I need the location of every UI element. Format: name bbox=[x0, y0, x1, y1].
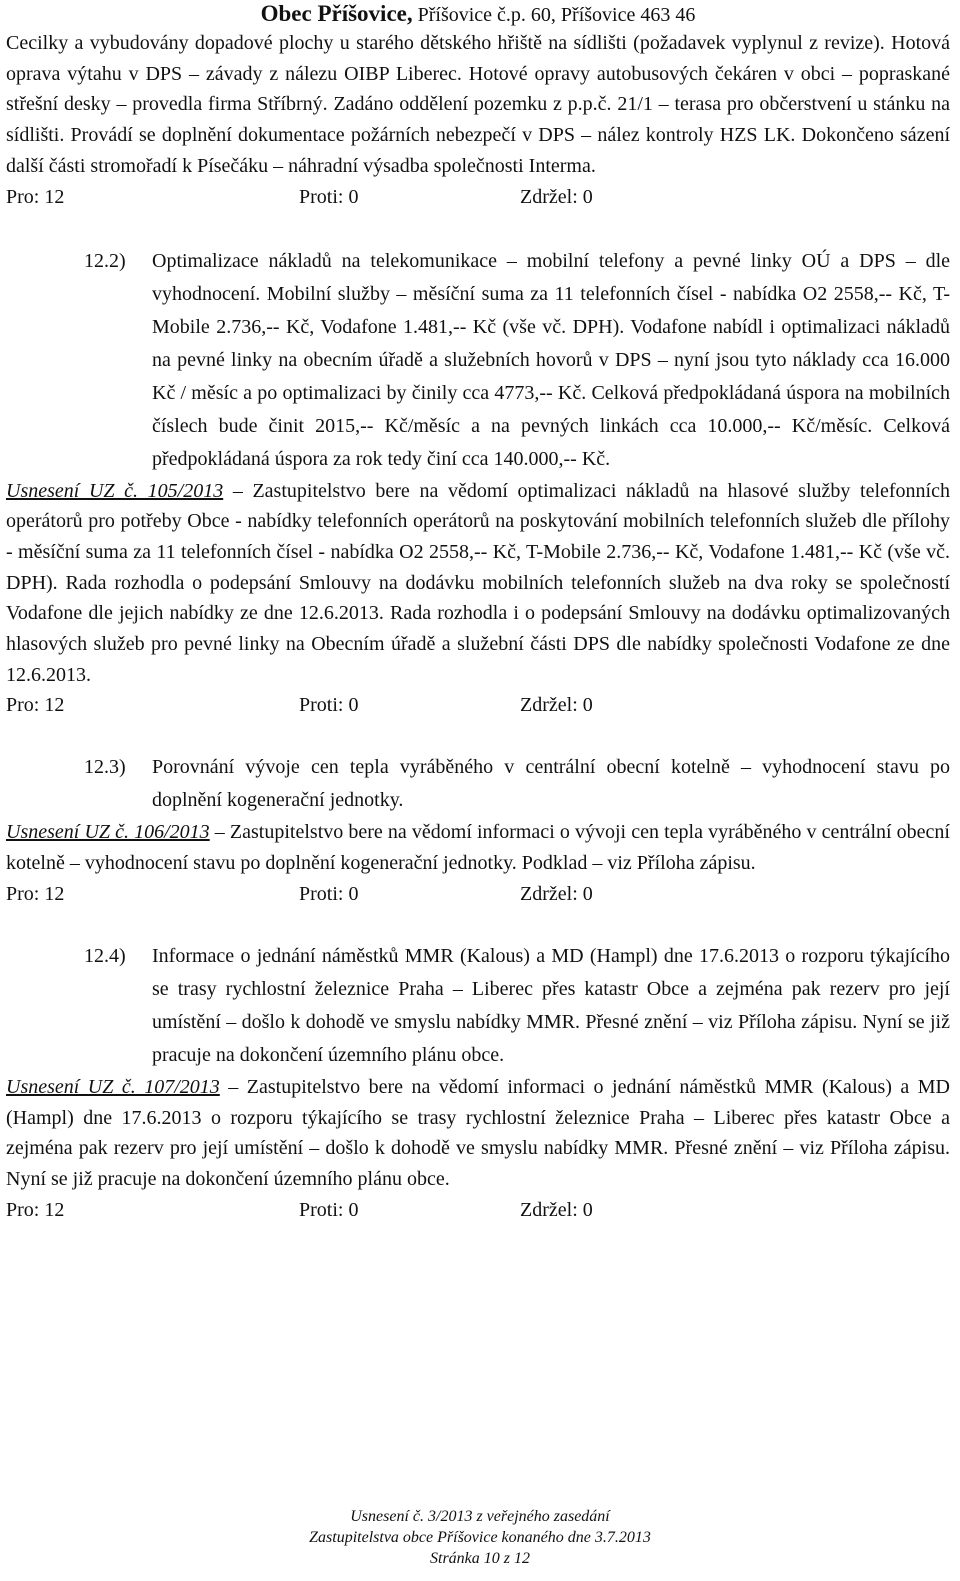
document-page bbox=[6, 0, 950, 1225]
footer-line-2: Zastupitelstva obce Příšovice konaného dne 3.7.2013 bbox=[309, 1529, 651, 1546]
resolution-paragraph bbox=[6, 1072, 950, 1195]
page-header bbox=[6, 0, 950, 28]
item-number: 12.3) bbox=[84, 756, 126, 779]
resolution-paragraph bbox=[6, 817, 950, 878]
vote-pro: Pro: 12 bbox=[6, 1198, 65, 1221]
item-number: 12.4) bbox=[84, 944, 126, 967]
footer-page-number: Stránka 10 z 12 bbox=[430, 1550, 530, 1567]
vote-pro: Pro: 12 bbox=[6, 694, 65, 717]
vote-pro: Pro: 12 bbox=[6, 882, 65, 905]
page-footer bbox=[0, 1506, 960, 1569]
vote-zdrzel: Zdržel: 0 bbox=[520, 694, 593, 717]
vote-proti: Proti: 0 bbox=[299, 694, 359, 717]
item-text: Optimalizace nákladů na telekomunikace – mobilní telefony a pevné linky OÚ a DPS – dle vyhodnocení. Mobilní služby – měsíční suma za 11 telefonních čísel - nabídka O2 2558,-- Kč, T-Mobile 2.736,-- Kč, Vodafone 1.481,-- Kč (vše vč. DPH). Vodafone nabídl i optimalizaci nákladů na pevné linky na obecním úřadě a služebních hovorů v DPS – nyní jsou tyto náklady cca 16.000 Kč / měsíc a po optimalizaci by činily cca 4773,-- Kč. Celková předpokládaná úspora na mobilních číslech bude činit 2015,-- Kč/měsíc a na pevných linkách cca 10.000,-- Kč/měsíc. Celková předpokládaná úspora za rok tedy činí cca 140.000,-- Kč. bbox=[152, 249, 950, 470]
resolution-ref: Usnesení UZ č. 105/2013 bbox=[6, 479, 224, 502]
vote-proti: Proti: 0 bbox=[299, 882, 359, 905]
header-title: Obec Příšovice, bbox=[260, 1, 413, 26]
header-address: Příšovice č.p. 60, Příšovice 463 46 bbox=[417, 4, 696, 26]
item-text: Informace o jednání náměstků MMR (Kalous) a MD (Hampl) dne 17.6.2013 o rozporu týkajícího se trasy rychlostní železnice Praha – Liberec přes katastr Obce a zejména pak rezerv pro její umístění – došlo k dohodě ve smyslu nabídky MMR. Přesné znění – viz Příloha zápisu. Nyní se již pracuje na dokončení územního plánu obce. bbox=[152, 944, 950, 1066]
item-text: Porovnání vývoje cen tepla vyráběného v centrální obecní kotelně – vyhodnocení stavu po doplnění kogenerační jednotky. bbox=[152, 756, 950, 812]
item-number: 12.2) bbox=[84, 249, 126, 272]
vote-proti: Proti: 0 bbox=[299, 185, 359, 208]
vote-line bbox=[6, 1195, 950, 1225]
resolution-text: – Zastupitelstvo bere na vědomí optimalizaci nákladů na hlasové služby telefonních operátorů pro potřeby Obce - nabídky telefonních operátorů na poskytování mobilních telefonních služeb dle přílohy - měsíční suma za 11 telefonních čísel - nabídka O2 2558,-- Kč, T-Mobile 2.736,-- Kč, Vodafone 1.481,-- Kč (vše vč. DPH). Rada rozhodla o podepsání Smlouvy na dodávku mobilních telefonních služeb na dva roky se společností Vodafone dle jejich nabídky ze dne 12.6.2013. Rada rozhodla i o podepsání Smlouvy na dodávku optimalizovaných hlasových služeb pro pevné linky na Obecním úřadě a služební části DPS dle nabídky společnosti Vodafone ze dne 12.6.2013. bbox=[6, 479, 950, 686]
vote-line bbox=[6, 690, 950, 720]
resolution-ref: Usnesení UZ č. 107/2013 bbox=[6, 1075, 220, 1098]
vote-proti: Proti: 0 bbox=[299, 1198, 359, 1221]
agenda-item-12-3 bbox=[6, 751, 950, 817]
resolution-ref: Usnesení UZ č. 106/2013 bbox=[6, 821, 210, 844]
resolution-text: – Zastupitelstvo bere na vědomí informaci o vývoji cen tepla vyráběného v centrální obecní kotelně – vyhodnocení stavu po doplnění kogenerační jednotky. Podklad – viz Příloha zápisu. bbox=[6, 821, 950, 875]
vote-line bbox=[6, 879, 950, 909]
agenda-item-12-2 bbox=[6, 245, 950, 476]
vote-line bbox=[6, 182, 950, 212]
resolution-paragraph bbox=[6, 476, 950, 691]
footer-line-1: Usnesení č. 3/2013 z veřejného zasedání bbox=[350, 1508, 610, 1525]
vote-zdrzel: Zdržel: 0 bbox=[520, 882, 593, 905]
intro-paragraph: Cecilky a vybudovány dopadové plochy u starého dětského hřiště na sídlišti (požadavek vyplynul z revize). Hotová oprava výtahu v DPS – závady z nálezu OIBP Liberec. Hotové opravy autobusových čekáren v obci – popraskané střešní desky – provedla firma Stříbrný. Zadáno oddělení pozemku z p.p.č. 21/1 – terasa pro občerstvení u stánku na sídlišti. Provádí se doplnění dokumentace požárních nebezpečí v DPS – nález kontroly HZS LK. Dokončeno sázení další části stromořadí k Písečáku – náhradní výsadba společnosti Interma. bbox=[6, 32, 950, 177]
resolution-text: – Zastupitelstvo bere na vědomí informaci o jednání náměstků MMR (Kalous) a MD (Hampl) dne 17.6.2013 o rozporu týkajícího se trasy rychlostní železnice Praha – Liberec přes katastr Obce a zejména pak rezerv pro její umístění – došlo k dohodě ve smyslu nabídky MMR. Přesné znění – viz Příloha zápisu. Nyní se již pracuje na dokončení územního plánu obce. bbox=[6, 1075, 950, 1190]
agenda-item-12-4 bbox=[6, 940, 950, 1072]
vote-pro: Pro: 12 bbox=[6, 185, 65, 208]
vote-zdrzel: Zdržel: 0 bbox=[520, 185, 593, 208]
vote-zdrzel: Zdržel: 0 bbox=[520, 1198, 593, 1221]
